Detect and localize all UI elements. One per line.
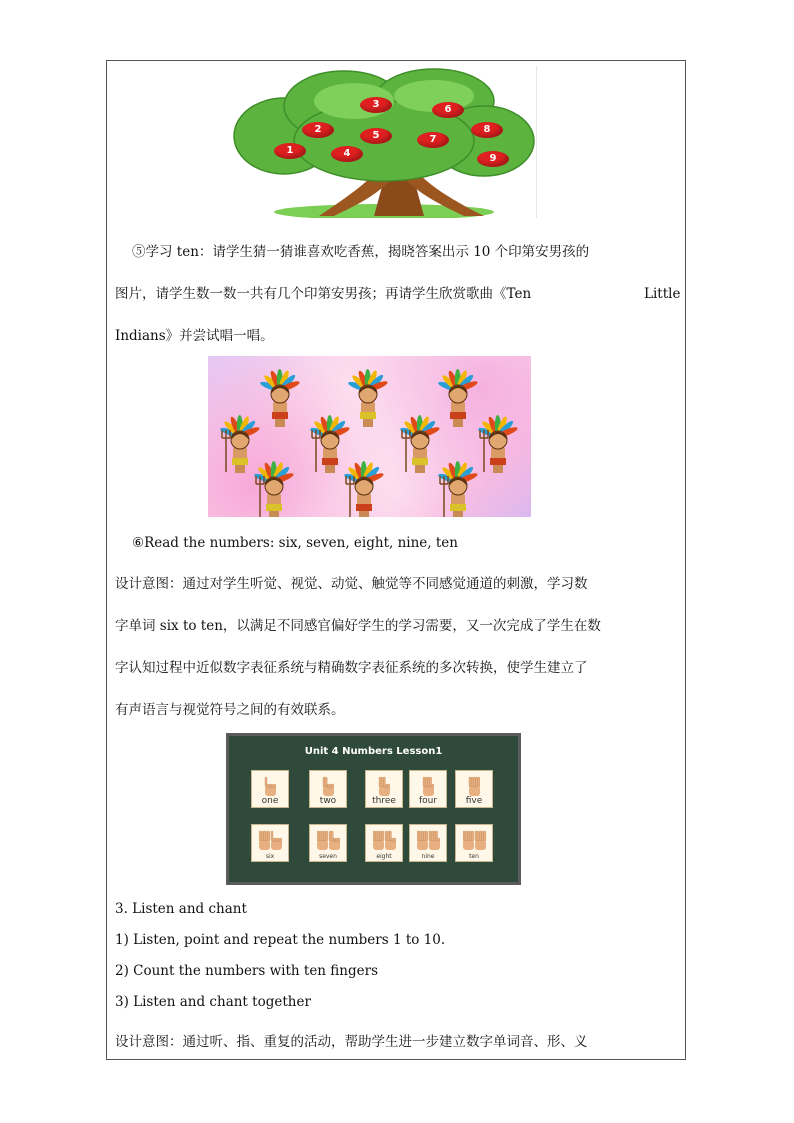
step5-line2: 图片，请学生数一数一共有几个印第安男孩；再请学生欣赏歌曲《Ten (115, 286, 532, 302)
step5-line2-end: Little (644, 286, 681, 302)
hand-icon (259, 774, 283, 798)
number-card-two (309, 770, 347, 808)
hand-icon (317, 828, 341, 852)
apple-number-1: 1 (274, 143, 306, 159)
number-card-label: four (418, 796, 438, 806)
indian-boy (437, 369, 478, 427)
apple-number-9: 9 (477, 151, 509, 167)
read-numbers-line: ⑥Read the numbers: six, seven, eight, nine, ten (132, 535, 458, 551)
number-card-label: eight (376, 853, 392, 860)
indian-boy (219, 415, 260, 473)
design-intent1-line4: 有声语言与视觉符号之间的有效联系。 (115, 702, 345, 718)
indian-boy (309, 415, 350, 473)
number-card-label: three (372, 796, 396, 806)
apple-number-8: 8 (471, 122, 503, 138)
indian-boy (347, 369, 388, 427)
design-intent1-line1: 设计意图：通过对学生听觉、视觉、动觉、触觉等不同感觉通道的刺激，学习数 (115, 576, 588, 592)
section3-item2: 2) Count the numbers with ten fingers (115, 963, 378, 979)
section3-item1: 1) Listen, point and repeat the numbers 1 to 10. (115, 932, 446, 948)
number-card-six (251, 824, 289, 862)
apple-number-4: 4 (331, 146, 363, 162)
apple-number-5: 5 (360, 128, 392, 144)
number-card-label: one (261, 796, 279, 806)
step5-line1: ⑤学习 ten：请学生猜一猜谁喜欢吃香蕉，揭晓答案出示 10 个印第安男孩的 (132, 244, 590, 260)
design-intent1-line2: 字单词 six to ten，以满足不同感官偏好学生的学习需要，又一次完成了学生在数 (115, 618, 601, 634)
hand-icon (259, 828, 283, 852)
indian-boy (437, 461, 478, 517)
hand-icon (373, 774, 397, 798)
number-card-ten (455, 824, 493, 862)
apple-number-2: 2 (302, 122, 334, 138)
number-card-label: six (265, 853, 275, 860)
number-tree-image (224, 66, 537, 218)
indians-illustration (208, 356, 531, 517)
number-card-label: two (319, 796, 337, 806)
hand-icon (417, 828, 441, 852)
number-card-nine (409, 824, 447, 862)
numbers-lesson-board-image (226, 733, 521, 885)
hand-icon (463, 828, 487, 852)
hand-icon (373, 828, 397, 852)
indian-boy (343, 461, 384, 517)
hand-icon (463, 774, 487, 798)
indian-boy (253, 461, 294, 517)
ten-little-indians-image (208, 356, 531, 517)
board-title: Unit 4 Numbers Lesson1 (304, 746, 443, 757)
number-card-label: ten (469, 853, 479, 860)
section3-item3: 3) Listen and chant together (115, 994, 311, 1010)
number-card-seven (309, 824, 347, 862)
number-card-four (409, 770, 447, 808)
number-card-one (251, 770, 289, 808)
hand-icon (417, 774, 441, 798)
number-card-label: seven (319, 853, 337, 860)
number-card-label: five (465, 796, 483, 806)
design-intent2-line1: 设计意图：通过听、指、重复的活动，帮助学生进一步建立数字单词音、形、义 (115, 1034, 588, 1050)
hand-icon (317, 774, 341, 798)
number-card-three (365, 770, 403, 808)
section3-heading: 3. Listen and chant (115, 901, 247, 917)
indian-boy (477, 415, 518, 473)
apple-number-6: 6 (432, 102, 464, 118)
step5-line3: Indians》并尝试唱一唱。 (115, 328, 274, 344)
number-card-eight (365, 824, 403, 862)
indian-boy (399, 415, 440, 473)
design-intent1-line3: 字认知过程中近似数字表征系统与精确数字表征系统的多次转换，使学生建立了 (115, 660, 588, 676)
number-card-label: nine (421, 853, 435, 860)
apple-number-3: 3 (360, 97, 392, 113)
apple-number-7: 7 (417, 132, 449, 148)
number-card-five (455, 770, 493, 808)
indian-boy (259, 369, 300, 427)
